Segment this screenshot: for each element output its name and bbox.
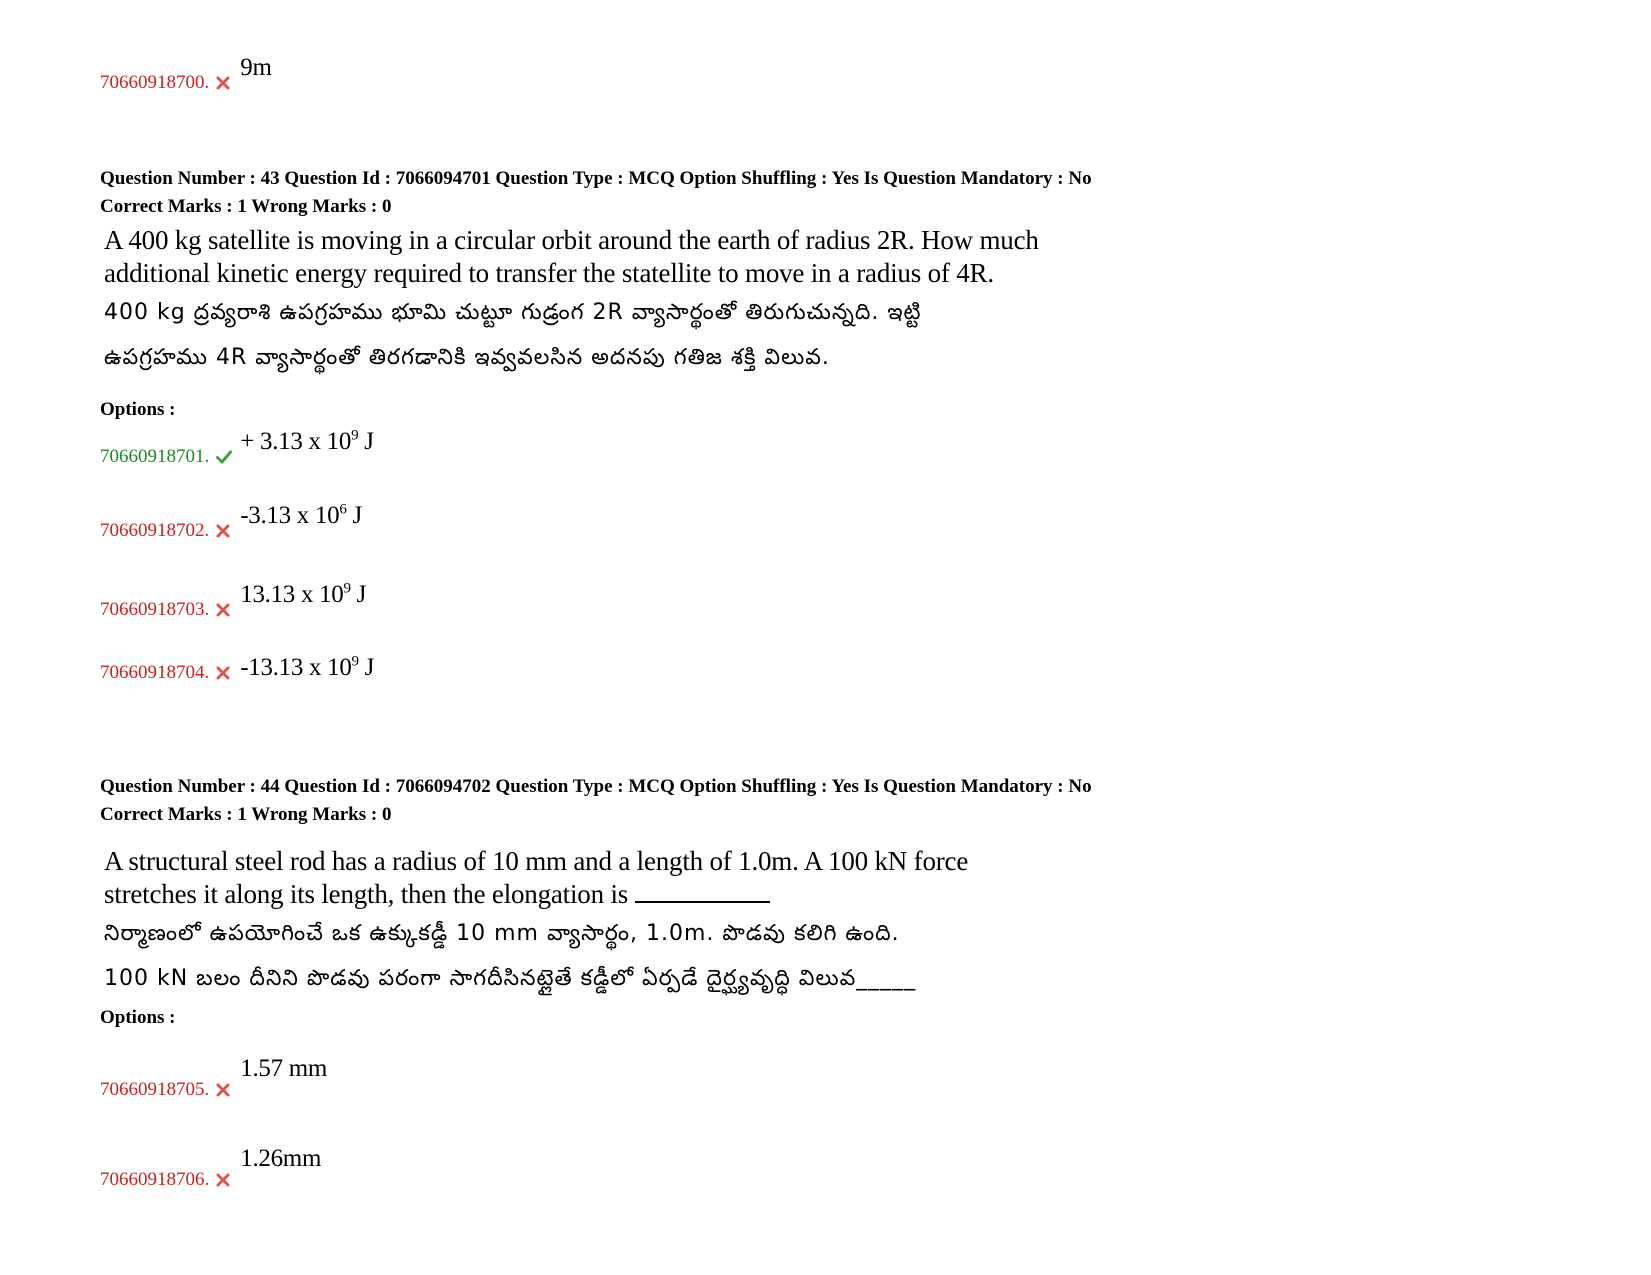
option-row	[100, 427, 374, 468]
question-text-te: 100 kN బలం దీనిని పొడవు పరంగా సాగదీసినట్లైతే కడ్డీలో ఏర్పడే దైర్ఘ్యవృద్ధి విలువ_____	[104, 966, 917, 991]
option-row	[100, 1145, 322, 1191]
cross-icon	[216, 1173, 230, 1187]
question-header	[100, 773, 1092, 829]
question-text-te: 400 kg ద్రవ్యరాశి ఉపగ్రహము భూమి చుట్టూ గుడ్రంగ 2R వ్యాసార్థంతో తిరుగుచున్నది. ఇట్టి	[104, 300, 922, 325]
option-value: 1.26mm	[240, 1145, 322, 1172]
cross-icon	[216, 76, 230, 90]
question-marks-line: Correct Marks : 1 Wrong Marks : 0	[100, 196, 392, 217]
option-value: + 3.13 x $10^9$ J	[240, 427, 374, 455]
option-id: 70660918703.	[100, 599, 210, 620]
option-id: 70660918700.	[100, 72, 210, 93]
answer-blank	[635, 879, 770, 903]
option-row	[100, 54, 272, 94]
option-value: -3.13 x $10^6$ J	[240, 501, 362, 529]
option-id: 70660918705.	[100, 1079, 210, 1100]
question-text-en: stretches it along its length, then the elongation is	[104, 878, 968, 911]
question-text-en: A structural steel rod has a radius of 10 mm and a length of 1.0m. A 100 kN force	[104, 846, 969, 876]
option-row	[100, 653, 375, 684]
option-value: -13.13 x $10^9$ J	[240, 653, 375, 681]
question-meta-line: Question Number : 44 Question Id : 7066094702 Question Type : MCQ Option Shuffling : Yes Is Question Mandatory : No	[100, 776, 1092, 797]
option-value: 13.13 x $10^9$ J	[240, 580, 367, 608]
question-text	[104, 224, 1039, 380]
question-text	[104, 845, 968, 1001]
question-marks-line: Correct Marks : 1 Wrong Marks : 0	[100, 804, 392, 825]
question-text-en: additional kinetic energy required to transfer the statellite to move in a radius of 4R.	[104, 258, 994, 288]
question-header	[100, 165, 1092, 221]
check-icon	[216, 450, 230, 464]
question-text-te: ఉపగ్రహము 4R వ్యాసార్థంతో తిరగడానికి ఇవ్వవలసిన అదనపు గతిజ శక్తి విలువ.	[104, 345, 830, 370]
option-row	[100, 501, 362, 542]
cross-icon	[216, 1083, 230, 1097]
cross-icon	[216, 666, 230, 680]
cross-icon	[216, 524, 230, 538]
option-id: 70660918702.	[100, 520, 210, 541]
question-text-te: నిర్మాణంలో ఉపయోగించే ఒక ఉక్కుకడ్డీ 10 mm వ్యాసార్థం, 1.0m. పొడవు కలిగి ఉంది.	[104, 921, 900, 946]
option-value: 1.57 mm	[240, 1055, 328, 1082]
options-label: Options :	[100, 399, 176, 420]
option-id: 70660918704.	[100, 662, 210, 683]
option-row	[100, 1055, 328, 1101]
option-value: 9m	[240, 54, 272, 81]
question-text-en: A 400 kg satellite is moving in a circular orbit around the earth of radius 2R. How much	[104, 225, 1039, 255]
options-label: Options :	[100, 1007, 176, 1028]
option-id: 70660918701.	[100, 446, 210, 467]
cross-icon	[216, 603, 230, 617]
option-id: 70660918706.	[100, 1169, 210, 1190]
question-meta-line: Question Number : 43 Question Id : 7066094701 Question Type : MCQ Option Shuffling : Yes Is Question Mandatory : No	[100, 168, 1092, 189]
option-row	[100, 580, 367, 621]
